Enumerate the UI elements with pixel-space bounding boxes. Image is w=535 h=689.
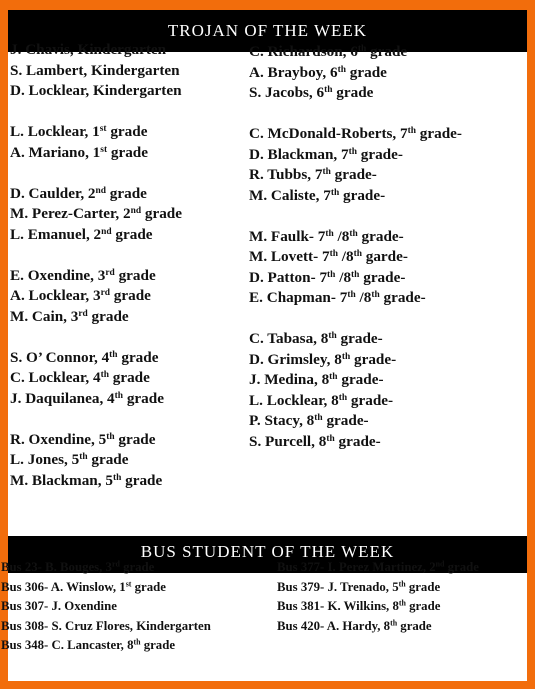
ordinal-suffix: nd xyxy=(130,205,142,216)
student-name: M. Blackman, 5 xyxy=(10,471,113,489)
grade-text: grade xyxy=(345,63,387,81)
student-entry: S. Lambert, Kindergarten xyxy=(10,61,180,79)
student-entry xyxy=(10,389,182,410)
student-name: Bus 348- C. Lancaster, 8 xyxy=(1,638,134,652)
student-entry xyxy=(249,42,462,63)
student-name: D. Grimsley, 8 xyxy=(249,350,342,368)
grade-text: grade xyxy=(123,389,164,407)
ordinal-suffix: rd xyxy=(111,559,120,569)
ordinal-suffix: th xyxy=(314,412,323,423)
student-name: Bus 381- K. Wilkins, 8 xyxy=(277,599,399,613)
student-name: A. Locklear, 3 xyxy=(10,287,101,304)
grade-text: grade- xyxy=(322,412,369,429)
grade-text: grade- xyxy=(356,145,403,163)
grade-text: grade xyxy=(107,143,148,161)
grade-text: grade xyxy=(140,638,176,652)
student-name: C. Richardson, 6 xyxy=(249,43,358,60)
ordinal-suffix: th xyxy=(328,330,337,341)
student-entry xyxy=(10,348,182,369)
student-entry: Bus 307- J. Oxendine xyxy=(1,599,117,613)
ordinal-suffix: th xyxy=(371,289,380,300)
student-entry xyxy=(249,63,462,84)
trojan-right-list xyxy=(249,42,462,452)
ordinal-suffix: th xyxy=(338,392,348,403)
grade-text: grade xyxy=(111,225,153,243)
ordinal-suffix: th xyxy=(133,637,141,647)
grade-text: grade xyxy=(114,266,156,284)
student-name: M. Perez-Carter, 2 xyxy=(10,205,131,222)
ordinal-suffix: th xyxy=(357,43,367,54)
grade-text: /8 xyxy=(337,248,354,265)
ordinal-suffix: st xyxy=(100,144,108,155)
ordinal-suffix: rd xyxy=(105,267,115,278)
student-name: R. Oxendine, 5 xyxy=(10,430,107,448)
student-name: S. Jacobs, 6 xyxy=(249,84,325,101)
student-entry xyxy=(10,286,182,307)
ordinal-suffix: th xyxy=(79,451,88,462)
list-spacer xyxy=(10,245,182,266)
student-entry xyxy=(10,122,182,143)
bus-left-list xyxy=(1,558,211,656)
ordinal-suffix: th xyxy=(327,269,336,280)
grade-text: grade- xyxy=(350,350,397,368)
list-spacer xyxy=(10,102,182,123)
student-entry xyxy=(10,430,182,451)
grade-text: grade xyxy=(119,560,155,574)
student-entry xyxy=(249,124,462,145)
student-entry xyxy=(249,329,462,350)
grade-text: grade xyxy=(114,430,156,448)
student-name: Bus 23- B. Bouges, 3 xyxy=(1,560,112,574)
student-entry xyxy=(10,307,182,328)
student-entry xyxy=(10,450,182,471)
student-entry xyxy=(1,636,211,656)
grade-text: grade xyxy=(117,348,159,366)
student-name: D. Patton- 7 xyxy=(249,268,328,286)
ordinal-suffix: th xyxy=(100,369,109,380)
ordinal-suffix: th xyxy=(353,248,362,259)
student-name: Bus 379- J. Trenado, 5 xyxy=(277,579,399,594)
student-name: M. Faulk- 7 xyxy=(249,227,326,245)
student-entry xyxy=(249,83,462,104)
grade-text: grade xyxy=(397,618,432,633)
grade-text: grade- xyxy=(339,186,386,204)
ordinal-suffix: rd xyxy=(78,308,88,319)
student-name: J. Medina, 8 xyxy=(249,371,330,388)
grade-text: grade- xyxy=(330,166,377,183)
student-name: D. Caulder, 2 xyxy=(10,184,96,202)
ordinal-suffix: th xyxy=(106,431,115,442)
student-name: M. Cain, 3 xyxy=(10,307,79,325)
ordinal-suffix: th xyxy=(329,248,338,259)
student-entry xyxy=(249,350,462,371)
student-entry xyxy=(10,143,182,164)
list-spacer xyxy=(249,206,462,227)
grade-text: grade xyxy=(106,123,148,140)
student-entry xyxy=(249,247,462,268)
grade-text: grade xyxy=(105,184,147,202)
grade-text: grade xyxy=(121,471,163,489)
student-name: C. Tabasa, 8 xyxy=(249,330,329,347)
ordinal-suffix: th xyxy=(329,371,338,382)
ordinal-suffix: th xyxy=(390,618,398,628)
ordinal-suffix: th xyxy=(322,166,331,177)
student-entry xyxy=(249,268,462,289)
grade-text: grade xyxy=(366,43,408,60)
student-entry xyxy=(277,578,479,598)
ordinal-suffix: nd xyxy=(101,226,112,237)
student-entry xyxy=(249,145,462,166)
ordinal-suffix: th xyxy=(337,64,346,75)
student-entry xyxy=(10,184,182,205)
list-spacer xyxy=(10,409,182,430)
ordinal-suffix: th xyxy=(351,269,360,280)
ordinal-suffix: st xyxy=(99,123,107,134)
grade-text: grade xyxy=(405,579,441,594)
grade-text: grade xyxy=(109,287,151,304)
grade-text: grade- xyxy=(347,391,394,409)
grade-text: garde- xyxy=(361,248,408,265)
list-spacer xyxy=(10,327,182,348)
student-entry xyxy=(277,558,479,578)
ordinal-suffix: th xyxy=(114,390,124,401)
ordinal-suffix: st xyxy=(125,579,132,589)
student-entry xyxy=(10,266,182,287)
grade-text: grade xyxy=(141,205,182,222)
list-spacer xyxy=(249,309,462,330)
student-name: C. Locklear, 4 xyxy=(10,369,101,386)
student-name: M. Caliste, 7 xyxy=(249,186,331,204)
grade-text: grade xyxy=(444,560,479,574)
student-entry xyxy=(249,411,462,432)
ordinal-suffix: th xyxy=(407,125,416,136)
student-entry xyxy=(10,368,182,389)
grade-text: /8 xyxy=(333,227,350,245)
student-entry xyxy=(277,597,479,617)
student-name: P. Stacy, 8 xyxy=(249,412,315,429)
ordinal-suffix: th xyxy=(347,289,356,300)
student-name: Bus 420- A. Hardy, 8 xyxy=(277,618,391,633)
student-name: Bus 306- A. Winslow, 1 xyxy=(1,579,126,594)
student-name: A. Mariano, 1 xyxy=(10,143,101,161)
student-entry xyxy=(10,471,182,492)
list-spacer xyxy=(249,104,462,125)
grade-text: grade- xyxy=(337,371,384,388)
student-entry xyxy=(249,186,462,207)
student-entry xyxy=(277,617,479,637)
ordinal-suffix: th xyxy=(326,433,335,444)
grade-text: grade xyxy=(405,599,441,613)
ordinal-suffix: th xyxy=(398,598,406,608)
trojan-header: TROJAN OF THE WEEK xyxy=(167,21,368,40)
ordinal-suffix: th xyxy=(325,228,334,239)
student-name: L. Jones, 5 xyxy=(10,451,80,468)
grade-text: grade xyxy=(332,84,374,101)
grade-text: grade- xyxy=(415,125,462,142)
student-name: M. Lovett- 7 xyxy=(249,248,330,265)
grade-text: grade xyxy=(108,369,150,386)
bus-right-list xyxy=(277,558,479,636)
student-name: A. Brayboy, 6 xyxy=(249,63,338,81)
ordinal-suffix: th xyxy=(112,472,122,483)
student-name: D. Blackman, 7 xyxy=(249,145,349,163)
student-entry xyxy=(249,370,462,391)
ordinal-suffix: rd xyxy=(100,287,110,298)
student-name: E. Oxendine, 3 xyxy=(10,266,106,284)
student-entry xyxy=(249,227,462,248)
student-name: J. Daquilanea, 4 xyxy=(10,389,115,407)
student-entry xyxy=(249,391,462,412)
trojan-left-list xyxy=(10,40,182,491)
ordinal-suffix: nd xyxy=(435,559,445,569)
student-entry xyxy=(1,558,211,578)
ordinal-suffix: th xyxy=(348,146,357,157)
student-name: S. Purcell, 8 xyxy=(249,432,327,450)
grade-text: /8 xyxy=(335,268,352,286)
student-entry xyxy=(249,288,462,309)
student-entry: D. Locklear, Kindergarten xyxy=(10,82,182,99)
grade-text: grade xyxy=(87,451,129,468)
ordinal-suffix: th xyxy=(109,349,118,360)
grade-text: grade xyxy=(131,579,166,594)
student-entry xyxy=(249,432,462,453)
ordinal-suffix: th xyxy=(349,228,358,239)
grade-text: grade- xyxy=(357,227,404,245)
ordinal-suffix: nd xyxy=(95,185,106,196)
student-name: L. Locklear, 8 xyxy=(249,391,339,409)
ordinal-suffix: th xyxy=(330,187,340,198)
bus-header: BUS STUDENT OF THE WEEK xyxy=(140,542,395,561)
student-name: Bus 377- I. Perez Martinez, 2 xyxy=(277,560,436,574)
grade-text: grade- xyxy=(379,289,426,306)
ordinal-suffix: th xyxy=(341,351,351,362)
grade-text: grade- xyxy=(336,330,383,347)
grade-text: grade- xyxy=(334,432,381,450)
grade-text: /8 xyxy=(355,289,372,306)
ordinal-suffix: th xyxy=(324,84,333,95)
student-name: C. McDonald-Roberts, 7 xyxy=(249,125,408,142)
student-name: L. Locklear, 1 xyxy=(10,123,100,140)
student-name: L. Emanuel, 2 xyxy=(10,225,102,243)
student-entry xyxy=(10,225,182,246)
student-entry xyxy=(10,204,182,225)
ordinal-suffix: th xyxy=(398,579,406,589)
list-spacer xyxy=(10,163,182,184)
student-entry: Bus 308- S. Cruz Flores, Kindergarten xyxy=(1,618,211,633)
student-name: S. O’ Connor, 4 xyxy=(10,348,110,366)
grade-text: grade xyxy=(87,307,129,325)
student-entry xyxy=(249,165,462,186)
student-entry xyxy=(1,578,211,598)
grade-text: grade- xyxy=(359,268,406,286)
student-name: R. Tubbs, 7 xyxy=(249,166,323,183)
student-entry: J. Chavis, Kindergarten xyxy=(10,41,167,58)
student-name: E. Chapman- 7 xyxy=(249,289,348,306)
